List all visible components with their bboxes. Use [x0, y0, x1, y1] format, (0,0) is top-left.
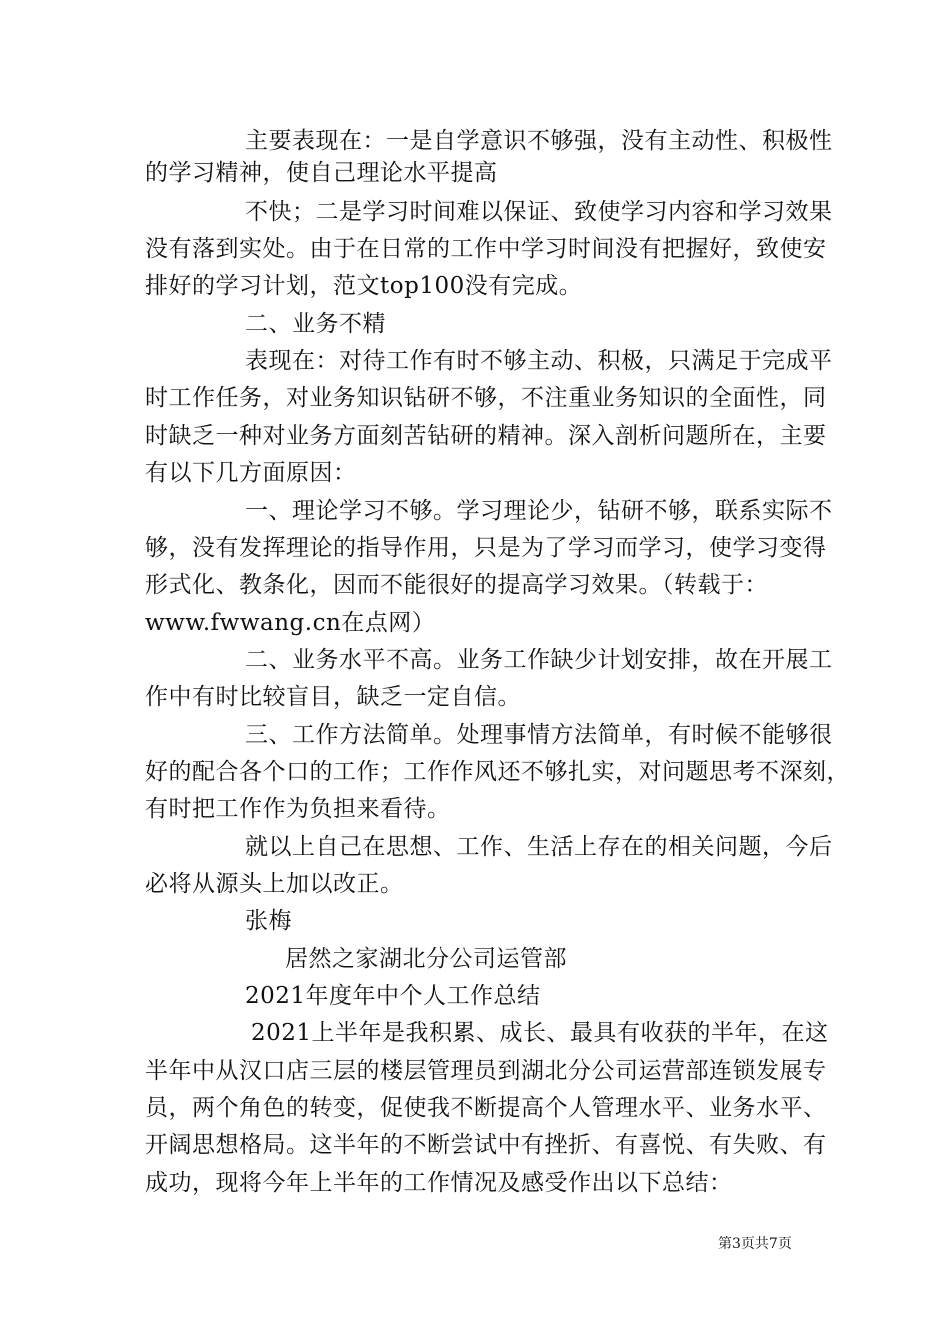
text-line: 2021上半年是我积累、成长、最具有收获的半年，在这 — [251, 1020, 829, 1046]
document-title: 2021年度年中个人工作总结 — [245, 983, 541, 1009]
text-line: 够，没有发挥理论的指导作用，只是为了学习而学习，使学习变得 — [145, 535, 827, 561]
page-number: 第3页共7页 — [718, 1236, 792, 1252]
organization-name: 居然之家湖北分公司运管部 — [285, 946, 567, 972]
text-line: 时工作任务，对业务知识钻研不够，不注重业务知识的全面性，同 — [145, 385, 827, 411]
text-line: 时缺乏一种对业务方面刻苦钻研的精神。深入剖析问题所在，主要 — [145, 423, 827, 449]
text-line: 好的配合各个口的工作；工作作风还不够扎实，对问题思考不深刻， — [145, 759, 850, 785]
text-line: 的学习精神，使自己理论水平提高 — [145, 160, 498, 186]
text-line: 不快；二是学习时间难以保证、致使学习内容和学习效果 — [245, 199, 833, 225]
text-line: 没有落到实处。由于在日常的工作中学习时间没有把握好，致使安 — [145, 236, 827, 262]
text-line: 三、工作方法简单。处理事情方法简单，有时候不能够很 — [245, 722, 833, 748]
text-line: 表现在：对待工作有时不够主动、积极，只满足于完成平 — [245, 348, 833, 374]
text-line: 二、业务水平不高。业务工作缺少计划安排，故在开展工 — [245, 647, 833, 673]
text-line: 就以上自己在思想、工作、生活上存在的相关问题，今后 — [245, 834, 833, 860]
text-line: 有时把工作作为负担来看待。 — [145, 796, 451, 822]
author-name: 张梅 — [245, 908, 292, 934]
text-line: 必将从源头上加以改正。 — [145, 871, 404, 897]
text-line: 开阔思想格局。这半年的不断尝试中有挫折、有喜悦、有失败、有 — [145, 1132, 827, 1158]
text-line: 形式化、教条化，因而不能很好的提高学习效果。（转载于： — [145, 572, 768, 598]
text-line: 半年中从汉口店三层的楼层管理员到湖北分公司运营部连锁发展专 — [145, 1058, 827, 1084]
text-line: www.fwwang.cn在点网） — [145, 610, 436, 636]
text-line: 有以下几方面原因： — [145, 460, 357, 486]
text-line: 一、理论学习不够。学习理论少，钻研不够，联系实际不 — [245, 498, 833, 524]
text-line: 作中有时比较盲目，缺乏一定自信。 — [145, 684, 521, 710]
text-line: 主要表现在：一是自学意识不够强，没有主动性、积极性 — [245, 128, 833, 154]
text-line: 排好的学习计划，范文top100没有完成。 — [145, 273, 583, 299]
section-heading: 二、业务不精 — [245, 311, 386, 337]
text-line: 员，两个角色的转变，促使我不断提高个人管理水平、业务水平、 — [145, 1095, 827, 1121]
text-line: 成功，现将今年上半年的工作情况及感受作出以下总结： — [145, 1170, 733, 1196]
